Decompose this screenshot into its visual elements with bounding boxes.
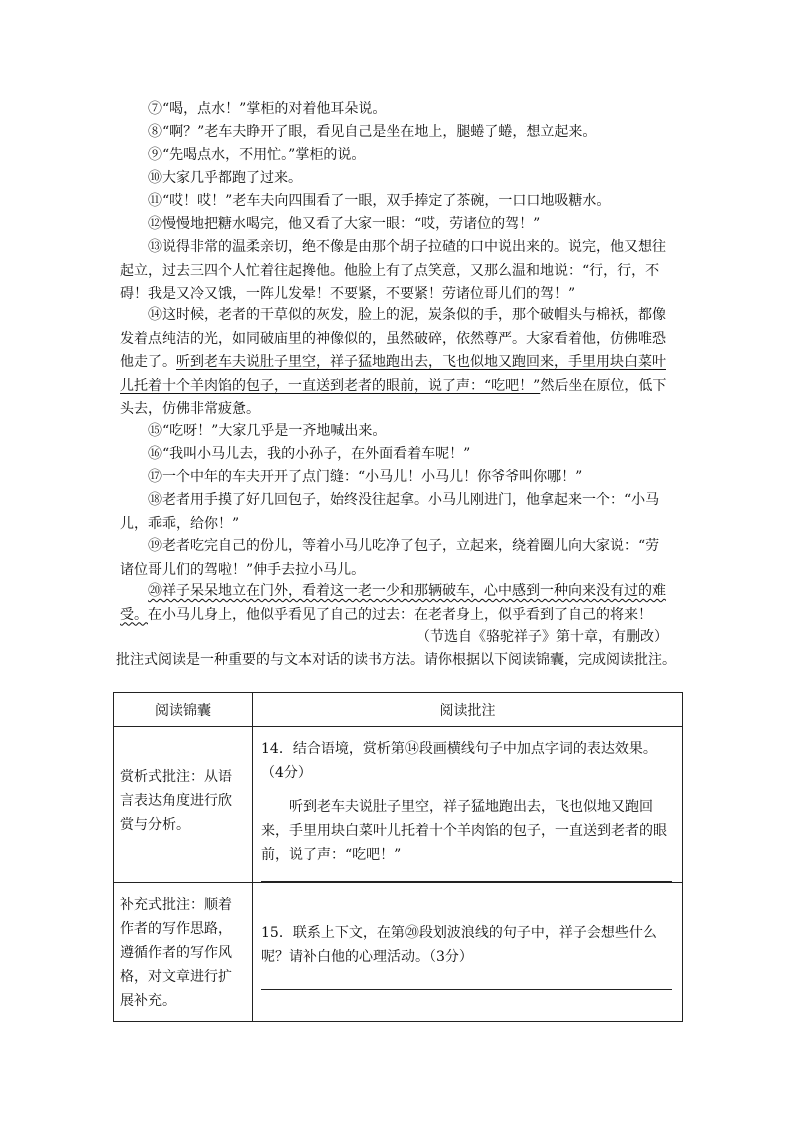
paragraph-9: ⑨“先喝点水，不用忙。”掌柜的说。 — [148, 147, 366, 163]
paragraph-20 — [120, 580, 668, 627]
annotation-table — [113, 692, 683, 1022]
paragraph-19: ⑲老者吃完自己的份儿，等着小马儿吃净了包子，立起来，绕着圈儿向大家说：“劳诸位哥儿们的驾啦！”伸手去拉小马儿。 — [120, 538, 660, 578]
table-header-row — [114, 693, 683, 727]
quoted-sentence: 听到老车夫说肚子里空，祥子猛地跑出去，飞也似地又跑回来，手里用块白菜叶儿托着十个羊肉馅的包子，一直送到老者的眼前，说了声：“吃吧！” — [261, 799, 667, 863]
paragraph-18: ⑱老者用手摸了好几回包子，始终没往起拿。小马儿刚进门，他拿起来一个：“小马儿，乖乖，给你！” — [120, 492, 660, 532]
underlined-sentence: 听到老车夫说肚子里空，祥子猛地跑出去，飞也似地又跑回来，手里用块白菜叶儿托着十个羊肉馅的包子，一直送到老者的眼前，说了声：“吃吧！” — [120, 354, 666, 394]
paragraph-20-rest: 在小马儿身上，他似乎看见了自己的过去：在老者身上，似乎看到了自己的将来！ — [148, 606, 652, 623]
paragraph-7: ⑦“喝，点水！”掌柜的对着他耳朵说。 — [148, 101, 387, 117]
paragraph-17: ⑰一个中年的车夫开开了点门缝：“小马儿！小马儿！你爷爷叫你哪！” — [148, 469, 583, 485]
source-note: （节选自《骆驼祥子》第十章，有删改） — [416, 629, 668, 645]
paragraph-14-text-a: ⑭这时候，老者的干草似的灰发，脸上的泥，炭条似的手，那个破帽头与棉袄，都像发着点纯洁的光，如同破庙里的神像似的，虽然破碎，依然尊严。大家看着他，仿佛唯恐他走了。 — [120, 307, 666, 370]
paragraph-10: ⑩大家几乎都跑了过来。 — [148, 170, 302, 186]
supplement-cell — [253, 883, 683, 1022]
question-15: 15．联系上下文，在第⑳段划波浪线的句子中，祥子会想些什么呢？请补白他的心理活动。（3分） — [261, 925, 657, 965]
paragraph-11: ⑪“哎！哎！”老车夫向四围看了一眼，双手捧定了茶碗，一口口地吸糖水。 — [148, 193, 611, 209]
paragraph-16: ⑯“我叫小马儿去，我的小孙子，在外面看着车呢！” — [148, 446, 471, 462]
appreciation-tip: 赏析式批注：从语言表达角度进行欣赏与分析。 — [114, 727, 253, 883]
header-reading-tips: 阅读锦囊 — [114, 693, 253, 727]
paragraph-14 — [120, 304, 668, 422]
supplement-tip: 补充式批注：顺着作者的写作思路，遵循作者的写作风格，对文章进行扩展补充。 — [114, 883, 253, 1022]
paragraph-8: ⑧“啊？”老车夫睁开了眼，看见自己是坐在地上，腿蜷了蜷，想立起来。 — [148, 124, 597, 140]
appreciation-cell — [253, 727, 683, 883]
paragraph-13: ⑬说得非常的温柔亲切，绝不像是由那个胡子拉碴的口中说出来的。说完，他又想往起立，过去三四个人忙着往起搀他。他脸上有了点笑意，又那么温和地说：“行，行，不碍！我是又冷又饿，一阵儿发晕！不要紧，不要紧！劳诸位哥儿们的驾！” — [120, 239, 666, 302]
answer-line-15[interactable] — [261, 989, 672, 990]
wavy-underlined-sentence: ⑳祥子呆呆地立在门外，看着这一老一少和那辆破车，心中感到一种向来没有过的难受。 — [120, 583, 666, 623]
instruction-text: 批注式阅读是一种重要的与文本对话的读书方法。请你根据以下阅读锦囊，完成阅读批注。 — [116, 652, 676, 668]
paragraph-14-text-b: 然后坐在原位，低下头去，仿佛非常疲惫。 — [120, 377, 667, 417]
paragraph-12: ⑫慢慢地把糖水喝完，他又看了大家一眼：“哎，劳诸位的驾！” — [148, 216, 541, 232]
header-reading-annotation: 阅读批注 — [253, 693, 683, 727]
paragraph-15: ⑮“吃呀！”大家几乎是一齐地喊出来。 — [148, 423, 387, 439]
question-14: 14．结合语境，赏析第⑭段画横线句子中加点字词的表达效果。（4分） — [261, 741, 657, 781]
table-row-supplement — [114, 883, 683, 1022]
table-row-appreciation — [114, 727, 683, 883]
